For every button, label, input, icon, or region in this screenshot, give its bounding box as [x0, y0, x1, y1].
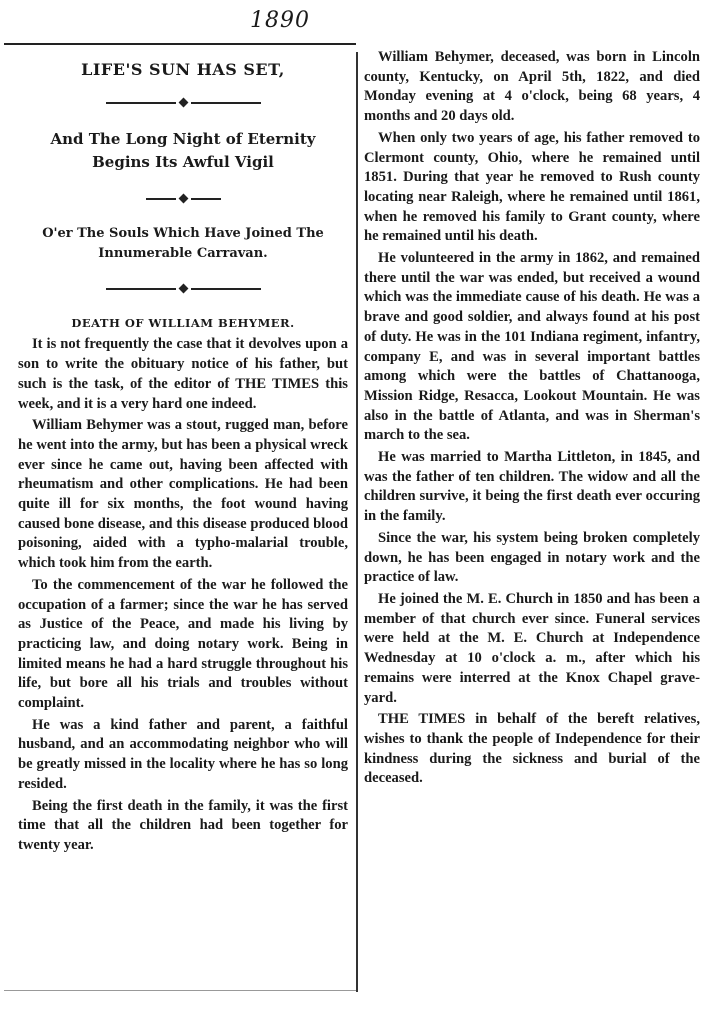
paragraph: William Behymer, deceased, was born in Lincoln county, Kentucky, on April 5th, 1822, and died Monday evening at 4 o'clock, being 68 years, 4 months and 20 days old. [364, 49, 700, 125]
right-column [364, 48, 700, 791]
column-divider [356, 52, 358, 992]
section-heading: DEATH OF WILLIAM BEHYMER. [71, 315, 295, 330]
handwritten-year: 1890 [250, 8, 310, 33]
paragraph: Since the war, his system being broken completely down, he has been engaged in notary work and the practice of law. [364, 529, 700, 586]
ornament-divider [18, 192, 348, 206]
paragraph: He joined the M. E. Church in 1850 and has been a member of that church ever since. Funeral services were held at the M. E. Church at Independence Wednesday at 10 o'clock a. m., after which his remains were interred at the Knox Chapel grave-yard. [364, 590, 700, 706]
paragraph: He was a kind father and parent, a faithful husband, and an accommodating neighbor who will be greatly missed in the locality where he has so long resided. [18, 716, 348, 792]
ornament-divider [18, 96, 348, 110]
paragraph: THE TIMES in behalf of the bereft relatives, wishes to thank the people of Independence for their kindness during the sickness and burial of the deceased. [364, 711, 700, 787]
headline: LIFE'S SUN HAS SET, [81, 60, 285, 79]
paragraph: To the commencement of the war he followed the occupation of a farmer; since the war he has served as Justice of the Peace, and made his living by practicing law, and doing notary work. Being in limited means he had a hard struggle throughout his life, but bore all his trials and troubles without complaint. [18, 576, 348, 712]
paragraph: He volunteered in the army in 1862, and remained there until the war was ended, but received a wound which was the immediate cause of his death. He was a brave and good soldier, and always found at his post of duty. He was in the 101 Indiana regiment, infantry, company E, and was in several important battles among which were the battles of Chattanooga, Mission Ridge, Resacca, Lookout Mountain. He was also in the battle of Atlanta, and was in Sherman's march to the sea. [364, 250, 700, 444]
subhead: And The Long Night of Eternity Begins Its Awful Vigil [50, 129, 316, 171]
left-column [18, 45, 348, 858]
paragraph: Being the first death in the family, it was the first time that all the children had been together for twenty year. [18, 797, 348, 853]
ornament-divider [18, 282, 348, 296]
paragraph: He was married to Martha Littleton, in 1845, and was the father of ten children. The widow and all the children survive, it being the first death ever occuring in the family. [364, 449, 700, 525]
paragraph: It is not frequently the case that it devolves upon a son to write the obituary notice of his father, but such is the task, of the editor of THE TIMES this week, and it is a very hard one indeed. [18, 336, 348, 412]
subhead-secondary: O'er The Souls Which Have Joined The Innumerable Carravan. [42, 225, 324, 261]
bottom-rule [4, 990, 356, 991]
paragraph: When only two years of age, his father removed to Clermont county, Ohio, where he remained until 1851. During that year he removed to Rush county locating near Raleigh, where he remained until 1861, when he removed his family to Grant county, where he remained until his death. [364, 129, 700, 245]
paragraph: William Behymer was a stout, rugged man, before he went into the army, but has been a physical wreck ever since he came out, having been affected with rheumatism and other complications. He had been quite ill for six months, the foot wound having caused bone disease, and this disease produced blood poisoning, aided with a typho-malarial trouble, which took him from the earth. [18, 417, 348, 572]
